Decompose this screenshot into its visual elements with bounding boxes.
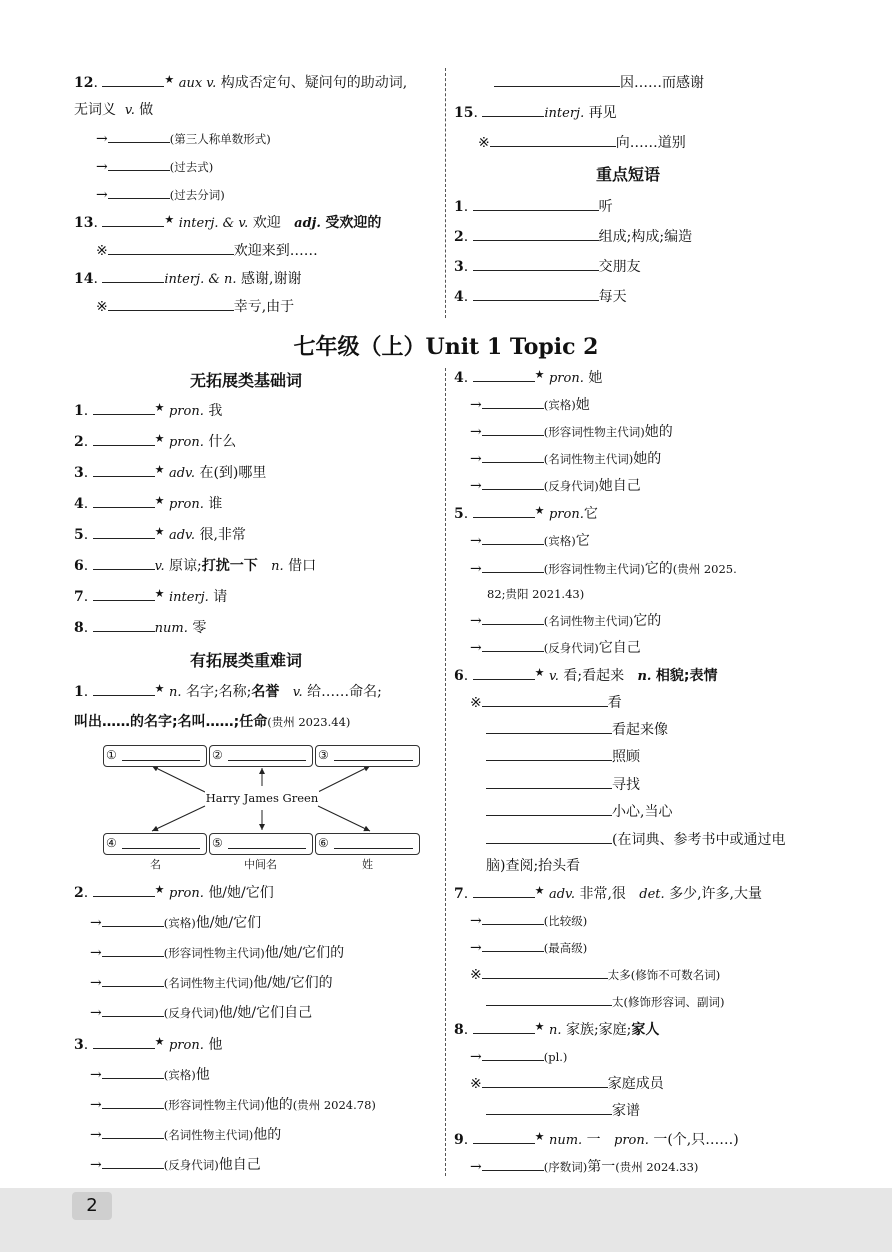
phrase-3: 3. 交朋友 <box>454 256 641 277</box>
answer-blank[interactable] <box>486 829 612 844</box>
ext-word-3-form-4: → (反身代词)他自己 <box>90 1154 261 1175</box>
ext-word-2-form-1: → (宾格)他/她/它们 <box>90 912 261 933</box>
answer-blank[interactable] <box>473 883 535 898</box>
ext-word-7-phrase-2: 太(修饰形容词、副词) <box>486 991 724 1012</box>
item-13-phrase: ※ 欢迎来到…… <box>96 240 318 261</box>
answer-blank[interactable] <box>93 524 155 539</box>
answer-blank[interactable] <box>482 448 544 463</box>
answer-blank[interactable] <box>473 665 535 680</box>
answer-blank[interactable] <box>486 1100 612 1115</box>
item-12-form-3: → (过去分词) <box>96 184 225 205</box>
answer-blank[interactable] <box>102 1002 164 1017</box>
answer-blank[interactable] <box>486 719 612 734</box>
ext-word-3-form-2: → (形容词性物主代词)他的(贵州 2024.78) <box>90 1094 376 1115</box>
ext-word-8-phrase-2: 家谱 <box>486 1100 640 1121</box>
item-12-form-1: → (第三人称单数形式) <box>96 128 271 149</box>
answer-blank[interactable] <box>108 156 170 171</box>
page-footer <box>0 1188 892 1252</box>
diagram-box-1[interactable]: ① <box>103 745 207 767</box>
ext-word-4-form-2: → (形容词性物主代词)她的 <box>470 421 673 442</box>
answer-blank[interactable] <box>482 1046 544 1061</box>
ext-word-8: 8. ★ n. 家族;家庭;家人 <box>454 1020 660 1038</box>
answer-blank[interactable] <box>93 555 155 570</box>
ext-word-3-form-3: → (名词性物主代词)他的 <box>90 1124 281 1145</box>
answer-blank[interactable] <box>102 1064 164 1079</box>
answer-blank[interactable] <box>473 256 599 271</box>
answer-blank[interactable] <box>482 394 544 409</box>
ext-word-3-form-1: → (宾格)他 <box>90 1064 210 1085</box>
answer-blank[interactable] <box>93 493 155 508</box>
phrase-2: 2. 组成;构成;编造 <box>454 226 692 247</box>
answer-blank[interactable] <box>482 637 544 652</box>
answer-blank[interactable] <box>486 746 612 761</box>
ext-word-9-form: → (序数词)第一(贵州 2024.33) <box>470 1156 698 1177</box>
answer-blank[interactable] <box>108 240 234 255</box>
ext-word-4-form-1: → (宾格)她 <box>470 394 590 415</box>
ext-word-9: 9. ★ num. 一 pron. 一(个,只……) <box>454 1130 739 1148</box>
answer-blank[interactable] <box>102 1124 164 1139</box>
basic-word-3: 3. ★ adv. 在(到)哪里 <box>74 463 267 481</box>
ext-word-7-phrase-1: ※ 太多(修饰不可数名词) <box>470 964 720 985</box>
answer-blank[interactable] <box>482 530 544 545</box>
ext-word-7: 7. ★ adv. 非常,很 det. 多少,许多,大量 <box>454 884 762 902</box>
answer-blank[interactable] <box>473 1019 535 1034</box>
basic-word-6: 6. v. 原谅;打扰一下 n. 借口 <box>74 555 316 577</box>
phrase-1: 1. 听 <box>454 196 613 217</box>
ext-word-7-form-2: → (最高级) <box>470 937 587 958</box>
ext-word-6-phrase-3: 照顾 <box>486 746 640 767</box>
ext-word-1-cont: 叫出……的名字;名叫……;任命(贵州 2023.44) <box>74 714 351 730</box>
diagram-label-last-name: 姓 <box>362 858 373 871</box>
answer-blank[interactable] <box>473 196 599 211</box>
diagram-label-middle-name: 中间名 <box>244 858 277 871</box>
ext-word-7-form-1: → (比较级) <box>470 910 587 931</box>
item-14-phrase-2: 因……而感谢 <box>494 72 704 93</box>
page-title: 七年级（上）Unit 1 Topic 2 <box>293 334 599 360</box>
ext-word-6: 6. ★ v. 看;看起来 n. 相貌;表情 <box>454 666 718 684</box>
basic-word-7: 7. ★ interj. 请 <box>74 587 228 605</box>
section-heading-phrases: 重点短语 <box>596 165 661 184</box>
answer-blank[interactable] <box>473 286 599 301</box>
answer-blank[interactable] <box>93 431 155 446</box>
ext-word-2: 2. ★ pron. 他/她/它们 <box>74 883 274 901</box>
answer-blank[interactable] <box>473 367 535 382</box>
ext-word-5-form-4: → (反身代词)它自己 <box>470 637 641 658</box>
answer-blank[interactable] <box>482 692 608 707</box>
diagram-center-name: Harry James Green <box>205 791 319 805</box>
answer-blank[interactable] <box>482 102 544 117</box>
answer-blank[interactable] <box>482 1073 608 1088</box>
top-divider <box>445 68 446 318</box>
answer-blank[interactable] <box>102 212 164 227</box>
item-15: 15. interj. 再见 <box>454 102 617 124</box>
main-divider <box>445 368 446 1176</box>
ext-word-5: 5. ★ pron.它 <box>454 504 598 522</box>
answer-blank[interactable] <box>102 1094 164 1109</box>
answer-blank[interactable] <box>102 268 164 283</box>
answer-blank[interactable] <box>482 937 544 952</box>
ext-word-8-phrase-1: ※ 家庭成员 <box>470 1073 664 1094</box>
item-14-phrase: ※ 幸亏,由于 <box>96 296 294 317</box>
item-12: 12. ★ aux v. 构成否定句、疑问句的助动词, <box>74 73 408 91</box>
item-12-form-2: → (过去式) <box>96 156 213 177</box>
answer-blank[interactable] <box>93 681 155 696</box>
answer-blank[interactable] <box>93 586 155 601</box>
answer-blank[interactable] <box>482 910 544 925</box>
ext-word-5-source: 82;贵阳 2021.43) <box>487 587 585 601</box>
answer-blank[interactable] <box>102 972 164 987</box>
basic-word-5: 5. ★ adv. 很,非常 <box>74 525 246 543</box>
ext-word-6-phrase-4: 寻找 <box>486 774 640 795</box>
answer-blank[interactable] <box>93 462 155 477</box>
diagram-box-6[interactable]: ⑥ <box>315 833 420 855</box>
ext-word-6-phrase-6-cont: 脑)查阅;抬头看 <box>486 858 581 874</box>
item-12-cont: 无词义 v. 做 <box>74 102 154 118</box>
ext-word-5-form-1: → (宾格)它 <box>470 530 590 551</box>
ext-word-6-phrase-6: (在词典、参考书中或通过电 <box>486 829 785 850</box>
basic-word-1: 1. ★ pron. 我 <box>74 401 223 419</box>
answer-blank[interactable] <box>102 912 164 927</box>
basic-word-8: 8. num. 零 <box>74 617 206 639</box>
answer-blank[interactable] <box>102 1154 164 1169</box>
answer-blank[interactable] <box>102 942 164 957</box>
ext-word-6-phrase-2: 看起来像 <box>486 719 668 740</box>
diagram-box-2[interactable]: ② <box>209 745 313 767</box>
ext-word-2-form-3: → (名词性物主代词)他/她/它们的 <box>90 972 333 993</box>
diagram-box-3[interactable]: ③ <box>315 745 420 767</box>
ext-word-5-form-3: → (名词性物主代词)它的 <box>470 610 661 631</box>
ext-word-8-form: → (pl.) <box>470 1046 567 1067</box>
answer-blank[interactable] <box>108 184 170 199</box>
answer-blank[interactable] <box>473 1129 535 1144</box>
basic-word-2: 2. ★ pron. 什么 <box>74 432 237 450</box>
answer-blank[interactable] <box>93 882 155 897</box>
ext-word-4: 4. ★ pron. 她 <box>454 368 603 386</box>
diagram-box-4[interactable]: ④ <box>103 833 207 855</box>
answer-blank[interactable] <box>473 503 535 518</box>
answer-blank[interactable] <box>93 1034 155 1049</box>
answer-blank[interactable] <box>486 774 612 789</box>
ext-word-6-phrase-1: ※ 看 <box>470 692 622 713</box>
ext-word-6-phrase-5: 小心,当心 <box>486 801 672 822</box>
ext-word-5-form-2: → (形容词性物主代词)它的(贵州 2025. <box>470 558 737 579</box>
answer-blank[interactable] <box>482 421 544 436</box>
section-heading-extended: 有拓展类重难词 <box>190 651 303 670</box>
answer-blank[interactable] <box>482 610 544 625</box>
ext-word-1: 1. ★ n. 名字;名称;名誉 v. 给……命名; <box>74 682 382 700</box>
answer-blank[interactable] <box>494 72 620 87</box>
item-14: 14. interj. & n. 感谢,谢谢 <box>74 268 301 290</box>
answer-blank[interactable] <box>486 801 612 816</box>
ext-word-3: 3. ★ pron. 他 <box>74 1035 223 1053</box>
ext-word-4-form-3: → (名词性物主代词)她的 <box>470 448 661 469</box>
ext-word-4-form-4: → (反身代词)她自己 <box>470 475 641 496</box>
page-number: 2 <box>72 1192 112 1220</box>
diagram-label-first-name: 名 <box>150 858 161 871</box>
ext-word-2-form-4: → (反身代词)他/她/它们自己 <box>90 1002 312 1023</box>
answer-blank[interactable] <box>93 617 155 632</box>
answer-blank[interactable] <box>102 72 164 87</box>
phrase-4: 4. 每天 <box>454 286 627 307</box>
answer-blank[interactable] <box>473 226 599 241</box>
answer-blank[interactable] <box>482 558 544 573</box>
answer-blank[interactable] <box>482 964 608 979</box>
answer-blank[interactable] <box>482 475 544 490</box>
answer-blank[interactable] <box>93 400 155 415</box>
item-13: 13. ★ interj. & v. 欢迎 adj. 受欢迎的 <box>74 213 382 231</box>
answer-blank[interactable] <box>490 132 616 147</box>
answer-blank[interactable] <box>108 296 234 311</box>
answer-blank[interactable] <box>108 128 170 143</box>
section-heading-basic: 无拓展类基础词 <box>190 371 303 390</box>
answer-blank[interactable] <box>482 1156 544 1171</box>
basic-word-4: 4. ★ pron. 谁 <box>74 494 223 512</box>
item-15-phrase: ※ 向……道别 <box>478 132 686 153</box>
ext-word-2-form-2: → (形容词性物主代词)他/她/它们的 <box>90 942 344 963</box>
diagram-box-5[interactable]: ⑤ <box>209 833 313 855</box>
answer-blank[interactable] <box>486 991 612 1006</box>
